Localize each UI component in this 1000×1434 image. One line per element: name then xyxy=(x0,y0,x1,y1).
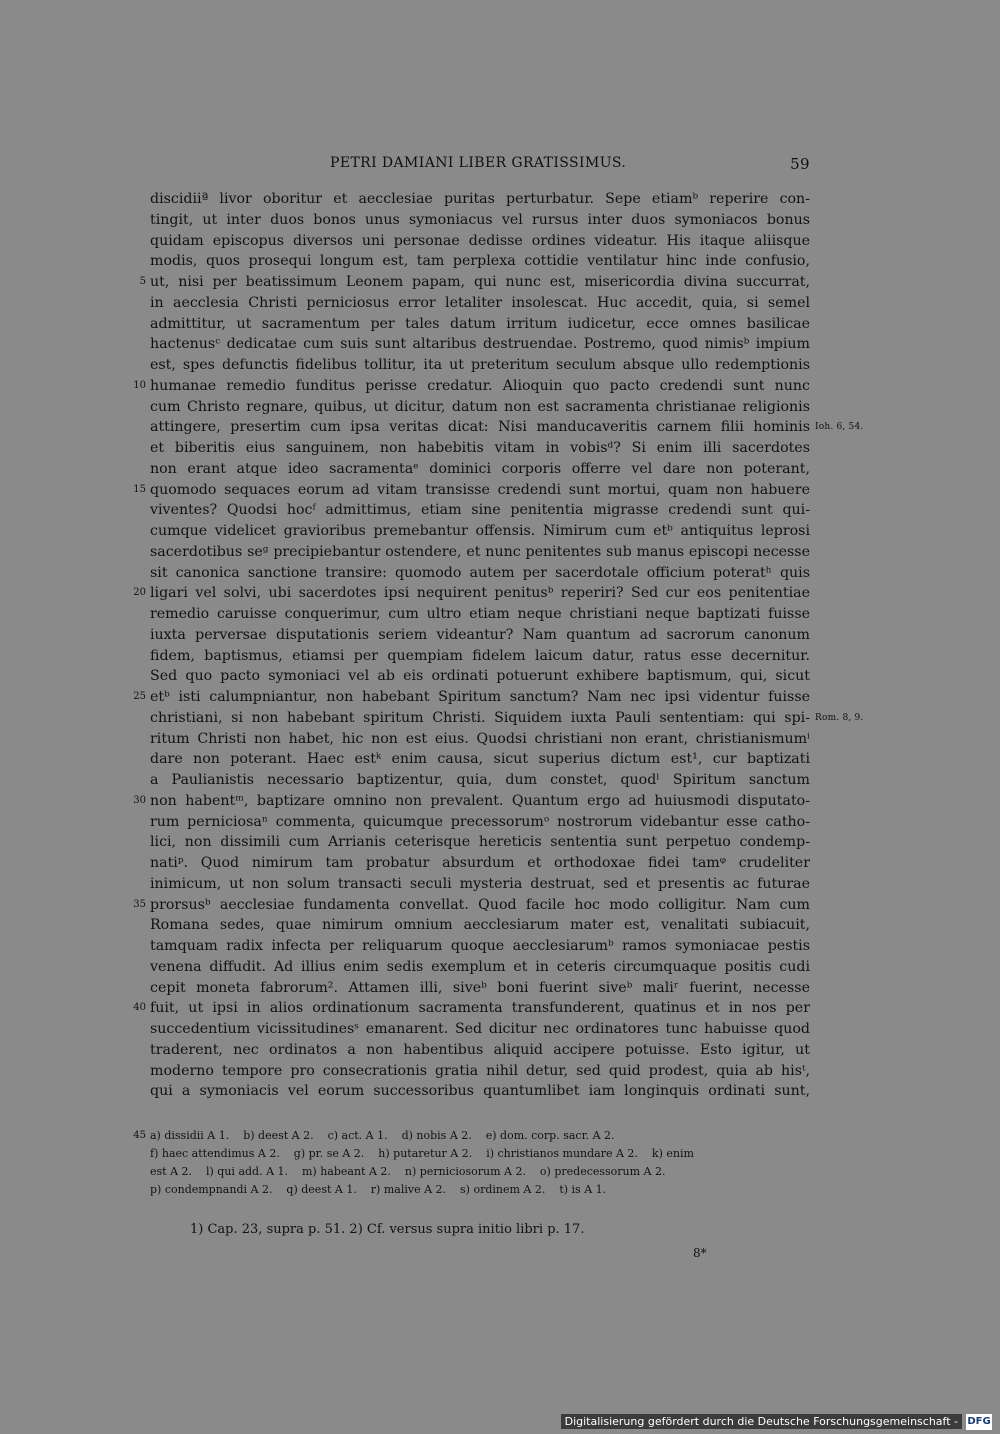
text-line xyxy=(133,998,810,1019)
text-line xyxy=(139,272,810,293)
text-line xyxy=(133,895,810,916)
line-text: humanae remedio funditus perisse credatur. Alioquin quo pacto credendi sunt nunc xyxy=(150,377,810,394)
margin-reference: Rom. 8, 9. xyxy=(815,712,864,723)
text-line xyxy=(150,604,810,625)
line-text: tamquam radix infecta per reliquarum quoque aecclesiarumᵇ ramos symoniacae pestis xyxy=(150,938,810,954)
line-text: non habentᵐ, baptizare omnino non prevalent. Quantum ergo ad huiusmodi disputato- xyxy=(150,792,810,809)
footer-bar xyxy=(0,1410,1000,1434)
text-line xyxy=(150,874,810,895)
text-line xyxy=(150,251,810,272)
text-line xyxy=(150,459,810,480)
line-text: hactenusᶜ dedicatae cum suis sunt altaribus destruendae. Postremo, quod nimisᵇ impium xyxy=(150,336,810,353)
text-line xyxy=(150,189,810,210)
line-text: dare non poterant. Haec estᵏ enim causa, sicut superius dictum est¹, cur baptizati xyxy=(150,751,810,768)
line-text: quidam episcopus diversos uni personae dedisse ordines videatur. His itaque aliisque xyxy=(150,232,810,249)
line-text: a Paulianistis necessario baptizentur, quia, dum constet, quodˡ Spiritum sanctum xyxy=(150,772,810,788)
apparatus-text: f) haec attendimus A 2. g) pr. se A 2. h) putaretur A 2. i) christianos mundare A 2. k) enim xyxy=(150,1147,694,1160)
line-text: cepit moneta fabrorum². Attamen illi, siveᵇ boni fuerint siveᵇ maliʳ fuerint, necesse xyxy=(150,979,810,996)
line-text: cumque videlicet gravioribus premebantur offensis. Nimirum cum etᵇ antiquitus leprosi xyxy=(150,523,810,539)
text-line xyxy=(150,563,810,584)
text-line xyxy=(150,1081,810,1102)
line-text: viventes? Quodsi hocᶠ admittimus, etiam sine penitentia migrasse credendi sunt qui- xyxy=(150,502,810,519)
line-text: traderent, nec ordinatos a non habentibus aliquid accipere potuisse. Esto igitur, ut xyxy=(150,1041,810,1058)
dfg-logo: DFG xyxy=(966,1414,992,1430)
text-line xyxy=(133,687,810,708)
margin-reference: Ioh. 6, 54. xyxy=(815,422,864,433)
line-text: christiani, si non habebant spiritum Christi. Siquidem iuxta Pauli sententiam: qui spi- xyxy=(150,709,810,726)
page-number: 59 xyxy=(790,155,810,173)
text-line xyxy=(150,853,810,874)
line-text: succedentium vicissitudinesˢ emanarent. Sed dicitur nec ordinatores tunc habuisse quod xyxy=(150,1021,810,1037)
text-line xyxy=(150,500,810,521)
apparatus-text: a) dissidii A 1. b) deest A 2. c) act. A 1. d) nobis A 2. e) dom. corp. sacr. A 2. xyxy=(150,1129,615,1142)
text-line xyxy=(150,542,810,563)
source-notes: 1) Cap. 23, supra p. 51. 2) Cf. versus supra initio libri p. 17. xyxy=(190,1222,585,1237)
line-number: 25 xyxy=(133,691,146,702)
signature-mark: 8* xyxy=(693,1246,707,1260)
line-text: et biberitis eius sanguinem, non habebitis vitam in vobisᵈ? Si enim illi sacerdotes xyxy=(150,440,810,456)
apparatus-line xyxy=(150,1181,810,1199)
line-text: iuxta perversae disputationis seriem videantur? Nam quantum ad sacrorum canonum xyxy=(150,626,810,643)
text-line xyxy=(150,314,810,335)
line-number: 15 xyxy=(133,483,146,495)
line-text: ligari vel solvi, ubi sacerdotes ipsi nequirent penitusᵇ reperiri? Sed cur eos penitentiae xyxy=(150,585,810,602)
apparatus-text: est A 2. l) qui add. A 1. m) habeant A 2. n) perniciosorum A 2. o) predecessorum A 2. xyxy=(150,1165,666,1178)
line-text: fuit, ut ipsi in alios ordinationum sacramenta transfunderent, quatinus et in nos per xyxy=(150,1000,810,1017)
text-line xyxy=(150,646,810,667)
line-text: natiᵖ. Quod nimirum tam probatur absurdum et orthodoxae fidei tamᵠ crudeliter xyxy=(150,855,810,871)
line-text: non erant atque ideo sacramentaᵉ dominici corporis offerre vel dare non poterant, xyxy=(150,460,810,477)
line-number: 45 xyxy=(133,1130,146,1141)
text-line xyxy=(150,1061,810,1082)
text-line xyxy=(150,729,810,750)
text-line xyxy=(150,957,810,978)
text-line xyxy=(150,397,810,418)
text-line xyxy=(150,832,810,853)
text-line xyxy=(150,936,810,957)
text-line xyxy=(150,417,864,438)
line-text: etᵇ isti calumpniantur, non habebant Spiritum sanctum? Nam nec ipsi videntur fuisse xyxy=(150,689,810,705)
text-line xyxy=(150,770,810,791)
line-text: rum perniciosaⁿ commenta, quicumque precessorumᵒ nostrorum videbantur esse catho- xyxy=(150,813,810,830)
text-line xyxy=(150,978,810,999)
line-text: lici, non dissimili cum Arrianis ceterisque hereticis sententia sunt perpetuo condemp- xyxy=(150,834,810,851)
body-text xyxy=(133,189,864,1102)
line-number: 30 xyxy=(133,794,146,806)
text-line xyxy=(133,791,810,812)
text-line xyxy=(150,231,810,252)
line-text: sit canonica sanctione transire: quomodo autem per sacerdotale officium poteratʰ quis xyxy=(150,564,810,581)
line-number: 10 xyxy=(133,379,146,391)
text-line xyxy=(133,583,810,604)
text-line xyxy=(150,625,810,646)
line-text: in aecclesia Christi perniciosus error letaliter insolescat. Huc accedit, quia, si semel xyxy=(150,294,810,311)
running-header xyxy=(150,155,810,175)
page-header-title: PETRI DAMIANI LIBER GRATISSIMUS. xyxy=(330,155,627,171)
line-number: 40 xyxy=(133,1002,146,1014)
line-text: Romana sedes, quae nimirum omnium aecclesiarum mater est, venalitati subiacuit, xyxy=(150,917,810,934)
apparatus-line xyxy=(150,1145,810,1163)
text-line xyxy=(150,708,864,729)
line-text: sacerdotibus seᵍ precipiebantur ostendere, et nunc penitentes sub manus episcopi necesse xyxy=(150,543,810,560)
line-text: discidiiª livor oboritur et aecclesiae puritas perturbatur. Sepe etiamᵇ reperire con- xyxy=(150,191,810,207)
text-line xyxy=(150,355,810,376)
line-text: attingere, presertim cum ipsa veritas dicat: Nisi manducaveritis carnem filii hominis xyxy=(150,419,810,436)
text-line xyxy=(150,812,810,833)
line-text: est, spes defunctis fidelibus tollitur, ita ut preteritum seculum absque ullo redemptionis xyxy=(150,357,810,373)
line-text: quomodo sequaces eorum ad vitam transisse credendi sunt mortui, quam non habuere xyxy=(150,481,810,498)
critical-apparatus xyxy=(133,1127,810,1199)
text-line xyxy=(133,480,810,501)
text-line xyxy=(133,376,810,397)
footer-credit: Digitalisierung gefördert durch die Deutsche Forschungsgemeinschaft - xyxy=(561,1414,962,1429)
text-line xyxy=(150,521,810,542)
line-text: prorsusᵇ aecclesiae fundamenta convellat. Quod facile hoc modo colligitur. Nam cum xyxy=(150,896,810,913)
line-text: cum Christo regnare, quibus, ut dicitur, datum non est sacramenta christianae religionis xyxy=(150,398,810,415)
text-line xyxy=(150,915,810,936)
line-text: qui a symoniacis vel eorum successoribus quantumlibet iam longinquis ordinati sunt, xyxy=(150,1083,810,1100)
line-number: 20 xyxy=(133,587,146,599)
apparatus-text: p) condempnandi A 2. q) deest A 1. r) malive A 2. s) ordinem A 2. t) is A 1. xyxy=(150,1183,607,1196)
line-number: 35 xyxy=(133,898,146,910)
line-text: ritum Christi non habet, hic non est eius. Quodsi christiani non erant, christianismumⁱ xyxy=(150,730,810,747)
line-text: Sed quo pacto symoniaci vel ab eis ordinati potuerunt exhibere baptismum, qui, sicut xyxy=(150,668,810,685)
text-line xyxy=(150,438,810,459)
text-line xyxy=(150,1019,810,1040)
line-text: inimicum, ut non solum transacti seculi mysteria destruat, sed et presentis ac futurae xyxy=(150,875,810,892)
text-line xyxy=(150,334,810,355)
line-text: fidem, baptismus, etiamsi per quempiam fidelem laicum datur, ratus esse decernitur. xyxy=(150,647,810,664)
text-line xyxy=(150,293,810,314)
line-text: moderno tempore pro consecrationis gratia nihil detur, sed quid prodest, quia ab hisᵗ, xyxy=(150,1062,810,1079)
line-text: modis, quos prosequi longum est, tam perplexa cottidie ventilatur hinc inde confusio, xyxy=(150,253,810,270)
apparatus-line xyxy=(133,1127,810,1145)
text-line xyxy=(150,210,810,231)
line-text: remedio caruisse conquerimur, cum ultro etiam neque christiani neque baptizati fuisse xyxy=(150,606,810,622)
line-text: tingit, ut inter duos bonos unus symoniacus vel rursus inter duos symoniacos bonus xyxy=(150,211,810,228)
apparatus-line xyxy=(150,1163,810,1181)
line-number: 5 xyxy=(139,276,146,287)
text-line xyxy=(150,1040,810,1061)
line-text: ut, nisi per beatissimum Leonem papam, qui nunc est, misericordia divina succurrat, xyxy=(150,274,810,290)
line-text: admittitur, ut sacramentum per tales datum irritum iudicetur, ecce omnes basilicae xyxy=(150,315,810,332)
text-line xyxy=(150,666,810,687)
line-text: venena diffudit. Ad illius enim sedis exemplum et in ceteris circumquaque positis cudi xyxy=(150,958,810,975)
text-line xyxy=(150,749,810,770)
